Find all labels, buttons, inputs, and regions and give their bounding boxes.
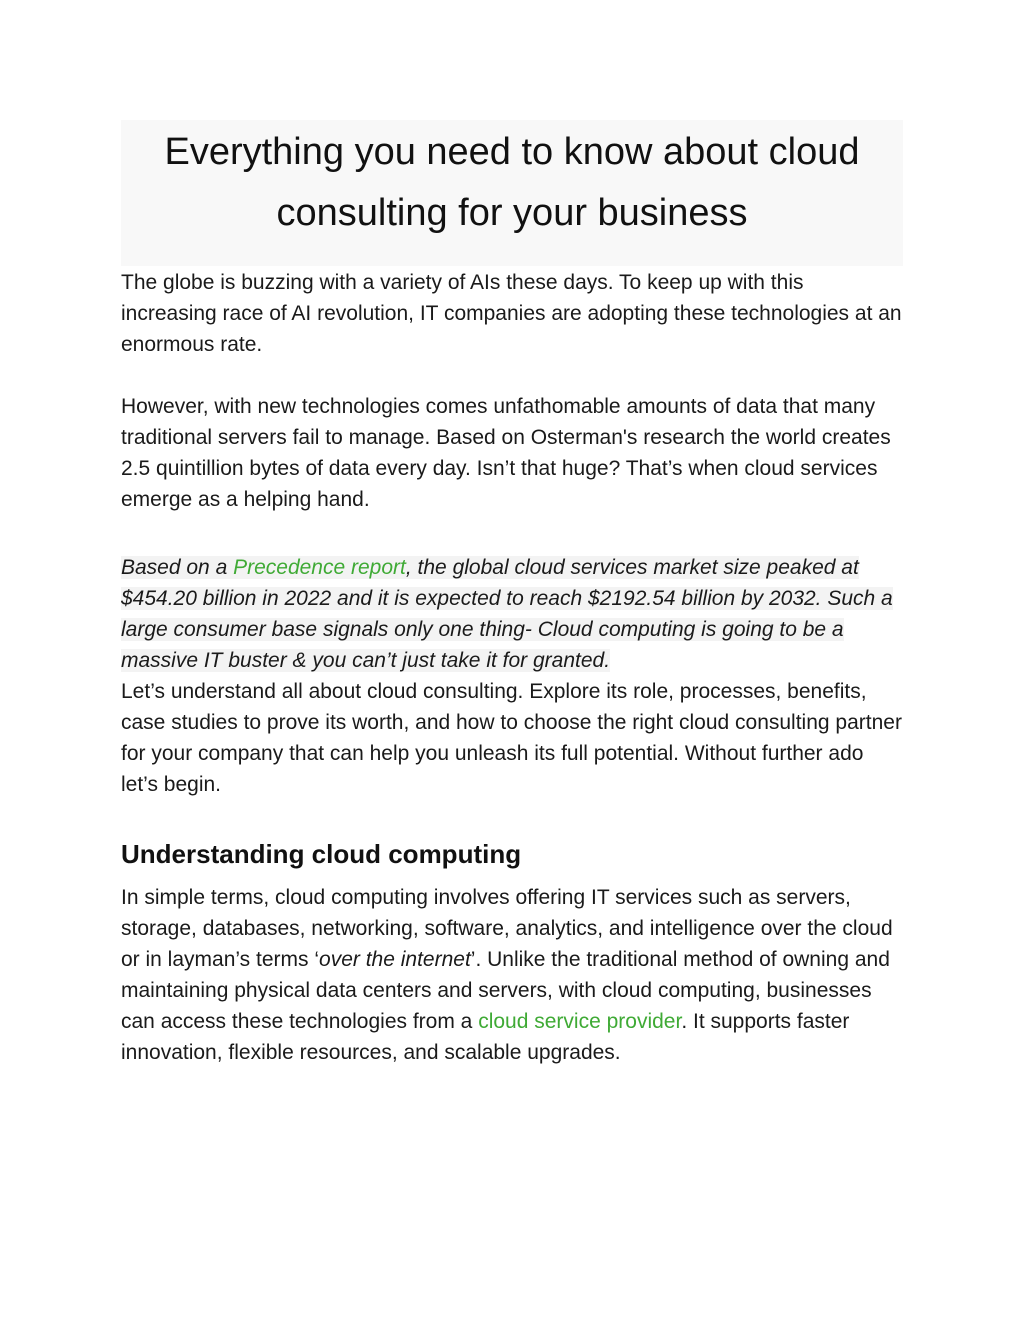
precedence-report-link[interactable]: Precedence report	[233, 556, 406, 579]
data-paragraph: However, with new technologies comes unfathomable amounts of data that many traditional servers fail to manage. Based on Osterman's research the world creates 2.5 quintillion bytes of data every day. Isn’t that huge? That’s when cloud services emerge as a helping hand.	[121, 395, 891, 511]
section-heading: Understanding cloud computing	[121, 839, 522, 869]
definition-part3: . It supports faster innovation, flexible resources, and scalable upgrades.	[121, 1010, 850, 1064]
cloud-service-provider-link[interactable]: cloud service provider	[478, 1010, 682, 1033]
overview-paragraph: Let’s understand all about cloud consulting. Explore its role, processes, benefits, case studies to prove its worth, and how to choose the right cloud consulting partner for your company that can help you unleash its full potential. Without further ado let’s begin.	[121, 680, 902, 796]
title-block	[121, 120, 903, 266]
quote-highlight	[121, 556, 893, 672]
definition-part2: ’. Unlike the traditional method of owning and maintaining physical data centers and servers, with cloud computing, businesses can access these technologies from a	[121, 948, 890, 1033]
definition-paragraph	[121, 882, 903, 1068]
market-quote	[121, 552, 903, 676]
document-page	[121, 120, 903, 1068]
quote-prefix: Based on a	[121, 556, 234, 579]
definition-italic: over the internet	[319, 948, 471, 971]
quote-suffix: , the global cloud services market size peaked at $454.20 billion in 2022 and it is expected to reach $2192.54 billion by 2032. Such a large consumer base signals only one thing- Cloud computing is going to be a massive IT buster & you can’t just take it for granted.	[121, 556, 893, 672]
definition-part1: In simple terms, cloud computing involves offering IT services such as servers, storage, databases, networking, software, analytics, and intelligence over the cloud or in layman’s terms ‘	[121, 886, 893, 971]
page-title-line1: Everything you need to know about cloud	[164, 131, 860, 173]
page-title-line2: consulting for your business	[276, 192, 748, 234]
page-title	[121, 122, 903, 244]
intro-paragraph: The globe is buzzing with a variety of AIs these days. To keep up with this increasing race of AI revolution, IT companies are adopting these technologies at an enormous rate.	[121, 271, 902, 356]
